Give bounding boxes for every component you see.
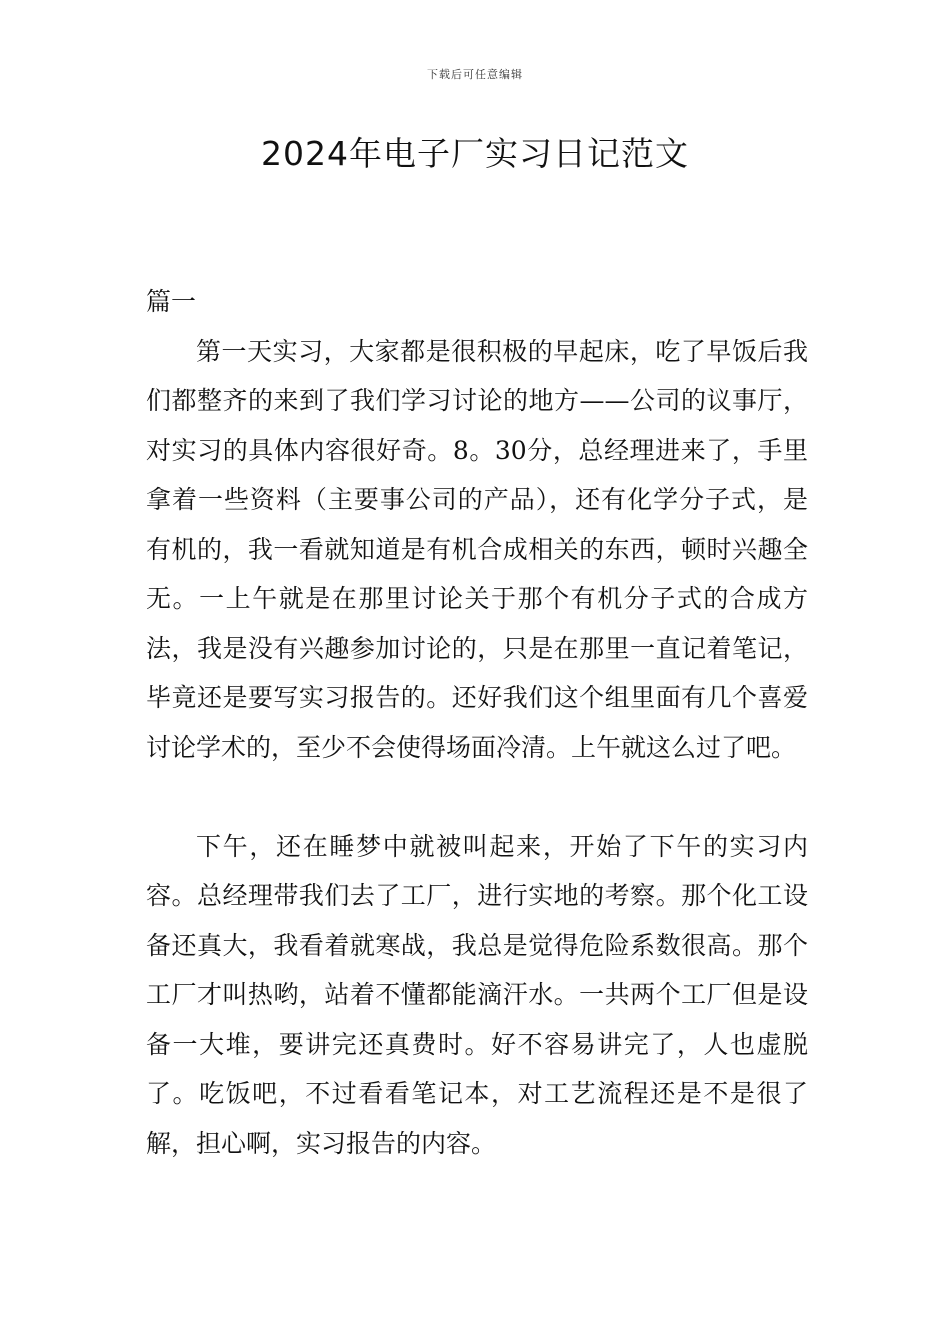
header-note: 下载后可任意编辑: [427, 68, 523, 81]
document-body: [146, 277, 808, 1168]
paragraph-2: 下午，还在睡梦中就被叫起来，开始了下午的实习内容。总经理带我们去了工厂，进行实地的考察。那个化工设备还真大，我看着就寒战，我总是觉得危险系数很高。那个工厂才叫热哟，站着不懂都能滴汗水。一共两个工厂但是设备一大堆，要讲完还真费时。好不容易讲完了，人也虚脱了。吃饭吧，不过看看笔记本，对工艺流程还是不是很了解，担心啊，实习报告的内容。: [146, 831, 808, 1158]
document-title: 2024年电子厂实习日记范文: [261, 134, 689, 173]
section-label: 篇一: [146, 287, 197, 316]
paragraph-1: 第一天实习，大家都是很积极的早起床，吃了早饭后我们都整齐的来到了我们学习讨论的地方——公司的议事厅，对实习的具体内容很好奇。8。30分，总经理进来了，手里拿着一些资料（主要事公司的产品），还有化学分子式，是有机的，我一看就知道是有机合成相关的东西，顿时兴趣全无。一上午就是在那里讨论关于那个有机分子式的合成方法，我是没有兴趣参加讨论的，只是在那里一直记着笔记，毕竟还是要写实习报告的。还好我们这个组里面有几个喜爱讨论学术的，至少不会使得场面冷清。上午就这么过了吧。: [146, 336, 808, 762]
paragraph-spacer: [146, 772, 808, 822]
